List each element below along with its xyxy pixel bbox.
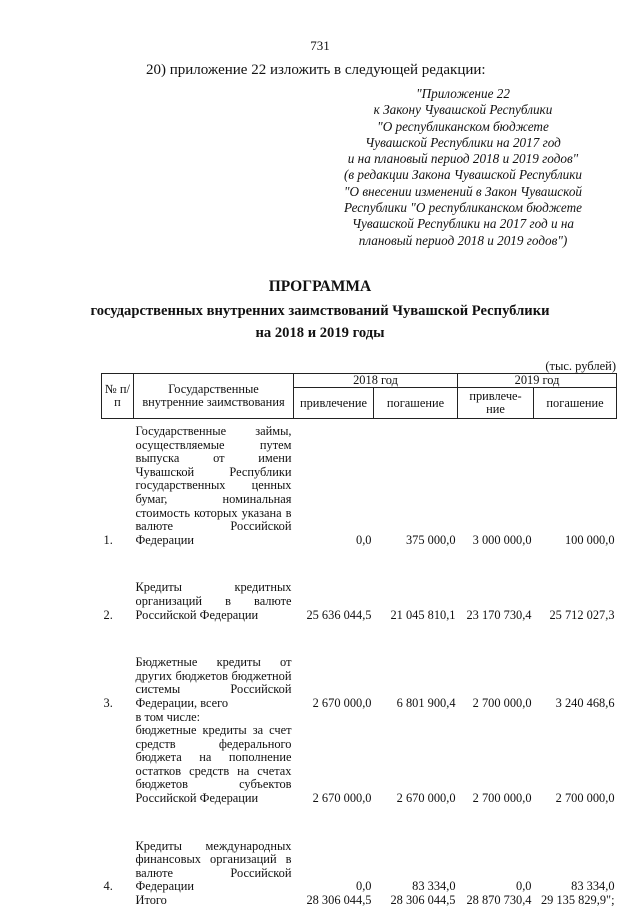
- units-label: (тыс. рублей): [545, 359, 616, 373]
- table-row: [102, 419, 617, 548]
- header-number: № п/п: [102, 374, 134, 419]
- total-repayment-2019: 29 135 829,9";: [540, 893, 615, 908]
- row-value-attraction-2018: [294, 711, 374, 725]
- document-title: ПРОГРАММА: [268, 278, 372, 295]
- row-value-attraction-2018: 0,0: [356, 532, 372, 547]
- row-number: [102, 724, 134, 806]
- amendment-intro: 20) приложение 22 изложить в следующей редакции:: [146, 62, 486, 78]
- header-attraction-2019: привлече-ние: [458, 388, 534, 419]
- annex-line: "Приложение 22: [416, 86, 510, 101]
- table-row: [102, 711, 617, 725]
- row-number: [102, 711, 134, 725]
- annex-reference: [318, 86, 608, 249]
- document-subtitle: [0, 300, 640, 344]
- row-name: Государственные займы, осуществляемые путем выпуска от имени Чувашской Республики государственных ценных бумаг, номинальная стоимость которых указана в валюте Российской Федерации: [135, 424, 292, 547]
- header-repayment-2018: погашение: [374, 388, 458, 419]
- row-value-repayment-2019: 25 712 027,3: [549, 607, 615, 622]
- row-value-repayment-2018: 375 000,0: [405, 532, 456, 547]
- row-value-repayment-2019: 2 700 000,0: [555, 791, 615, 806]
- table-row: [102, 834, 617, 894]
- row-value-repayment-2018: 21 045 810,1: [390, 607, 456, 622]
- header-attraction-2018: привлечение: [294, 388, 374, 419]
- row-number: 2.: [103, 607, 113, 622]
- header-year-2019: 2019 год: [458, 374, 617, 388]
- total-repayment-2018: 28 306 044,5: [390, 893, 456, 908]
- annex-line: "О республиканском бюджете: [377, 118, 549, 134]
- row-value-attraction-2019: 0,0: [516, 879, 532, 894]
- total-row: [102, 894, 617, 908]
- borrowing-program-table: [101, 373, 617, 908]
- row-value-attraction-2018: 2 670 000,0: [312, 791, 372, 806]
- page-number: 731: [310, 38, 330, 53]
- row-value-attraction-2018: 2 670 000,0: [312, 695, 372, 710]
- annex-line: (в редакции Закона Чувашской Республики: [344, 167, 582, 183]
- row-value-attraction-2019: 3 000 000,0: [472, 532, 532, 547]
- row-value-attraction-2019: 2 700 000,0: [472, 791, 532, 806]
- annex-line: Чувашской Республики на 2017 год: [365, 134, 561, 150]
- row-name: бюджетные кредиты за счет средств федерального бюджета на пополнение остатков средств на счетах бюджетов субъектов Российской Федерации: [135, 723, 292, 806]
- row-value-repayment-2018: 2 670 000,0: [396, 791, 456, 806]
- annex-line: Республики "О республиканском бюджете: [344, 200, 582, 216]
- row-value-attraction-2019: 2 700 000,0: [472, 695, 532, 710]
- row-number: [102, 894, 134, 908]
- row-value-repayment-2018: 6 801 900,4: [396, 695, 456, 710]
- row-name: Кредиты международных финансовых организаций в валюте Российской Федерации: [135, 838, 292, 894]
- row-value-repayment-2019: [534, 711, 617, 725]
- table-row: [102, 575, 617, 622]
- row-value-attraction-2019: [458, 711, 534, 725]
- annex-line: и на плановый период 2018 и 2019 годов": [347, 151, 579, 167]
- row-value-attraction-2018: 0,0: [356, 879, 372, 894]
- row-spacer: [102, 806, 617, 834]
- row-spacer: [102, 622, 617, 650]
- row-name: в том числе:: [135, 709, 201, 724]
- row-number: 3.: [103, 695, 113, 710]
- annex-line: плановый период 2018 и 2019 годов"): [358, 232, 568, 248]
- header-year-2018: 2018 год: [294, 374, 458, 388]
- row-value-attraction-2018: 25 636 044,5: [306, 607, 372, 622]
- header-repayment-2019: погашение: [534, 388, 617, 419]
- annex-line: Чувашской Республики на 2017 год и на: [351, 216, 575, 232]
- total-attraction-2018: 28 306 044,5: [306, 893, 372, 908]
- table-row: [102, 724, 617, 806]
- row-name: Бюджетные кредиты от других бюджетов бюджетной системы Российской Федерации, всего: [135, 655, 292, 710]
- row-number: 4.: [103, 879, 113, 894]
- row-value-repayment-2018: [374, 711, 458, 725]
- annex-line: "О внесении изменений в Закон Чувашской: [343, 183, 583, 199]
- row-value-repayment-2019: 83 334,0: [571, 879, 615, 894]
- row-name: Кредиты кредитных организаций в валюте Российской Федерации: [135, 580, 292, 622]
- annex-line: к Закону Чувашской Республики: [373, 102, 553, 118]
- subtitle-line: государственных внутренних заимствований Чувашской Республики: [90, 303, 550, 319]
- row-value-repayment-2019: 3 240 468,6: [555, 695, 615, 710]
- subtitle-line: на 2018 и 2019 годы: [255, 325, 385, 341]
- row-value-repayment-2019: 100 000,0: [564, 532, 615, 547]
- row-number: 1.: [103, 532, 113, 547]
- total-label: Итого: [135, 893, 167, 908]
- row-value-attraction-2019: 23 170 730,4: [466, 607, 532, 622]
- row-spacer: [102, 547, 617, 575]
- row-value-repayment-2018: 83 334,0: [412, 879, 456, 894]
- header-borrowing-type: Государственные внутренние заимствования: [134, 374, 294, 419]
- table-row: [102, 650, 617, 710]
- total-attraction-2019: 28 870 730,4: [466, 893, 532, 908]
